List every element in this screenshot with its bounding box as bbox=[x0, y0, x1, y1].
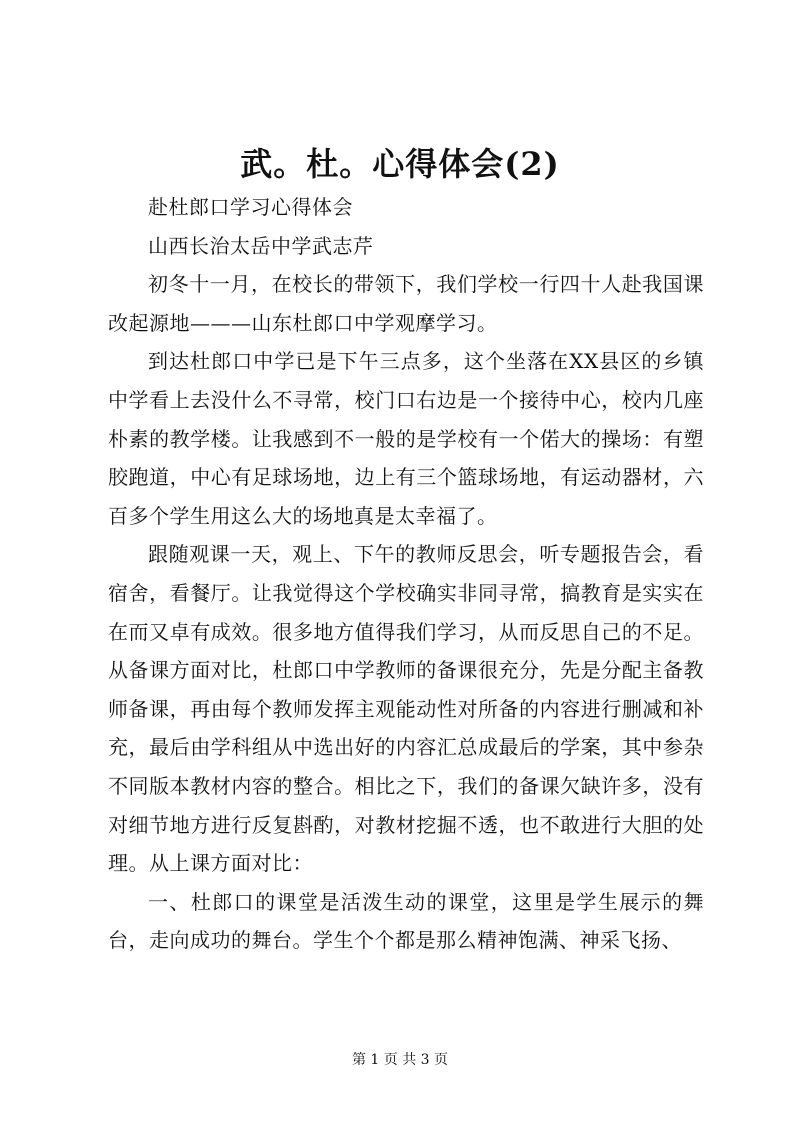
paragraph: 跟随观课一天，观上、下午的教师反思会，听专题报告会，看宿舍，看餐厅。让我觉得这个学校确实非同寻常，搞教育是实实在在而又卓有成效。很多地方值得我们学习，从而反思自己的不足。从备课方面对比，杜郎口中学教师的备课很充分，先是分配主备教师备课，再由每个教师发挥主观能动性对所备的内容进行删减和补充，最后由学科组从中选出好的内容汇总成最后的学案，其中参杂不同版本教材内容的整合。相比之下，我们的备课欠缺许多，没有对细节地方进行反复斟酌，对教材挖掘不透，也不敢进行大胆的处理。从上课方面对比： bbox=[108, 542, 704, 876]
paragraph-subtitle: 赴杜郎口学习心得体会 bbox=[148, 195, 353, 219]
paragraph: 到达杜郎口中学已是下午三点多，这个坐落在XX县区的乡镇中学看上去没什么不寻常，校门口右边是一个接待中心，校内几座朴素的教学楼。让我感到不一般的是学校有一个偌大的操场：有塑胶跑道，中心有足球场地，边上有三个篮球场地，有运动器材，六百多个学生用这么大的场地真是太幸福了。 bbox=[108, 349, 704, 528]
document-title: 武。杜。心得体会(2) bbox=[240, 145, 560, 183]
page-number-footer: 第 1 页 共 3 页 bbox=[351, 1052, 449, 1068]
paragraph-author: 山西长治太岳中学武志芹 bbox=[148, 233, 374, 258]
paragraph: 初冬十一月，在校长的带领下，我们学校一行四十人赴我国课改起源地———山东杜郎口中学观摩学习。 bbox=[108, 272, 704, 335]
document-body bbox=[108, 188, 704, 960]
paragraph: 一、杜郎口的课堂是活泼生动的课堂，这里是学生展示的舞台，走向成功的舞台。学生个个都是那么精神饱满、神采飞扬、 bbox=[108, 889, 704, 953]
